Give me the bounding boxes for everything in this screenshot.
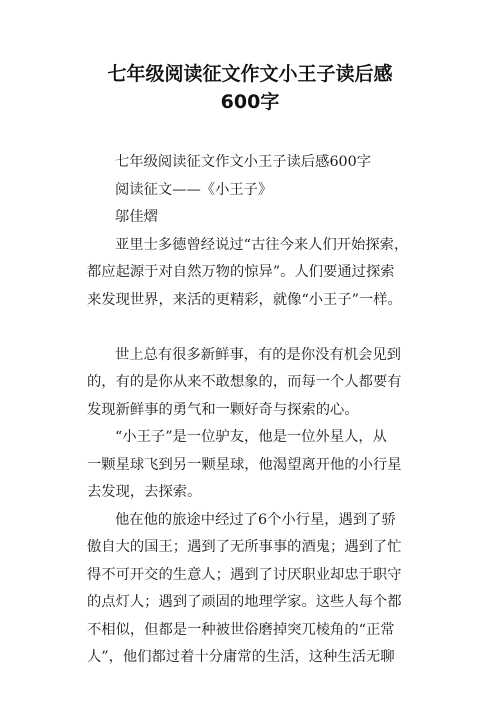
body-line: 得不可开交的生意人；遇到了讨厌职业却忠于职守 xyxy=(87,566,402,583)
body-line: “小王子”是一位驴友，他是一位外星人，从 xyxy=(115,429,387,445)
body-line: 不相似，但都是一种被世俗磨掉突兀棱角的“正常 xyxy=(87,621,395,638)
body-line: 去发现，去探索。 xyxy=(87,484,202,500)
paragraph-gap xyxy=(87,314,432,342)
body-line: 发现新鲜事的勇气和一颗好奇与探索的心。 xyxy=(87,401,359,418)
body-line-subtitle: 阅读征文——《小王子》 xyxy=(115,181,273,198)
body-line: 来发现世界，来活的更精彩，就像“小王子”一样。 xyxy=(87,291,402,308)
body-line: 的，有的是你从来不敢想象的，而每一个人都要有 xyxy=(87,374,402,390)
body-line: 亚里士多德曾经说过“古往今来人们开始探索， xyxy=(115,236,409,253)
body-line-author: 邬佳熠 xyxy=(115,209,158,225)
document-body xyxy=(87,149,432,672)
document-title-line-2: 600字 xyxy=(220,91,280,113)
body-line: 世上总有很多新鲜事，有的是你没有机会见到 xyxy=(115,346,401,363)
body-line: 的点灯人；遇到了顽固的地理学家。这些人每个都 xyxy=(87,594,402,610)
document-title-line-1: 七年级阅读征文作文小王子读后感 xyxy=(107,63,393,85)
body-line-heading: 七年级阅读征文作文小王子读后感600字 xyxy=(115,154,372,170)
body-line: 人”，他们都过着十分庸常的生活，这种生活无聊 xyxy=(87,649,395,665)
body-line: 他在他的旅途中经过了6个小行星，遇到了骄 xyxy=(115,511,396,528)
body-line: 都应起源于对自然万物的惊异”。人们要通过探索 xyxy=(87,264,395,280)
body-line: 傲自大的国王；遇到了无所事事的酒鬼；遇到了忙 xyxy=(87,539,402,555)
body-line: 一颗星球飞到另一颗星球，他渴望离开他的小行星 xyxy=(87,456,402,473)
